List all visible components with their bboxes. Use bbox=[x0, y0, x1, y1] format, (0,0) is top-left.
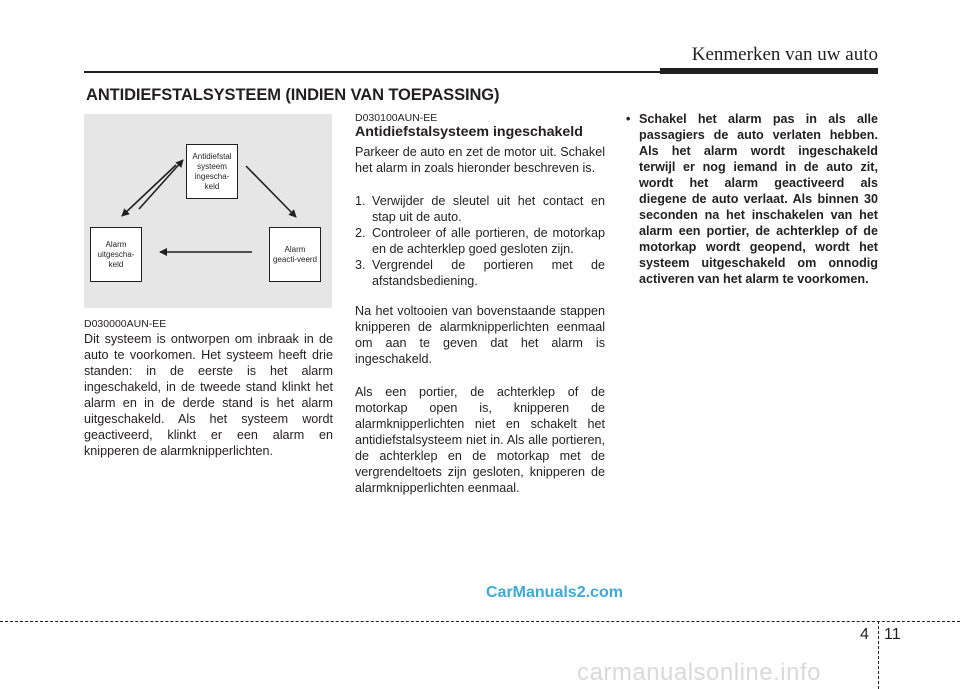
footer-divider bbox=[0, 621, 960, 622]
caution-note bbox=[624, 111, 878, 287]
step-number: 2. bbox=[355, 226, 366, 240]
intro-paragraph: Dit systeem is ontworpen om inbraak in de auto te voorkomen. Het systeem heeft drie standen: in de eerste is het alarm ingeschakeld, in de tweede stand klinkt het alarm en in de derde stand is het alarm uitgeschakeld. Als het systeem wordt geactiveerd, klinkt er een alarm en knipperen de alarmknipperlichten. bbox=[84, 332, 333, 458]
arrow-armed-to-disarmed bbox=[122, 165, 176, 216]
carmanuals-watermark: CarManuals2.com bbox=[486, 584, 623, 601]
list-item bbox=[355, 257, 605, 289]
subsection-heading: Antidiefstalsysteem ingeschakeld bbox=[355, 124, 583, 140]
bullet-icon: • bbox=[626, 112, 631, 126]
alarm-state-diagram bbox=[84, 114, 332, 308]
state-activated-box: Alarm geacti-veerd bbox=[269, 227, 321, 282]
state-disarmed-box: Alarm uitgescha-keld bbox=[90, 227, 142, 282]
header-rule-accent bbox=[660, 68, 878, 74]
arrow-disarmed-to-armed bbox=[139, 160, 183, 209]
steps-list bbox=[355, 193, 605, 289]
step-text: Vergrendel de portieren met de afstandsbediening. bbox=[372, 258, 605, 288]
list-item bbox=[355, 225, 605, 257]
chapter-header-title: Kenmerken van uw auto bbox=[691, 44, 878, 65]
chapter-number: 4 bbox=[860, 626, 869, 643]
footer-page-separator bbox=[878, 621, 879, 689]
after-steps-paragraph: Na het voltooien van bovenstaande stappen knipperen de alarmknipperlichten eenmaal om aan te geven dat het alarm is ingeschakeld. bbox=[355, 304, 605, 366]
site-watermark: carmanualsonline.info bbox=[577, 659, 821, 686]
section-code: D030000AUN-EE bbox=[84, 318, 167, 330]
arrow-armed-to-activated bbox=[246, 166, 296, 217]
section-title: ANTIDIEFSTALSYSTEEM (INDIEN VAN TOEPASSING) bbox=[86, 86, 500, 104]
step-number: 3. bbox=[355, 258, 366, 272]
header-rule bbox=[84, 71, 660, 73]
list-item bbox=[355, 193, 605, 225]
step-text: Controleer of alle portieren, de motorkap en de achterklep goed gesloten zijn. bbox=[372, 226, 605, 256]
open-door-paragraph: Als een portier, de achterklep of de motorkap open is, knipperen de alarmknipperlichten niet en schakelt het antidiefstalsysteem niet in. Als alle portieren, de achterklep en de motorkap met de vergrendeltoets zijn gesloten, knipperen de alarmknipperlichten eenmaal. bbox=[355, 385, 605, 495]
step-text: Verwijder de sleutel uit het contact en stap uit de auto. bbox=[372, 194, 605, 224]
subsection-intro: Parkeer de auto en zet de motor uit. Schakel het alarm in zoals hieronder beschreven is. bbox=[355, 145, 605, 175]
page-number: 11 bbox=[884, 626, 901, 643]
state-armed-box: Antidiefstal systeem ingescha-keld bbox=[186, 144, 238, 199]
caution-text: Schakel het alarm pas in als alle passagiers de auto verlaten hebben. Als het alarm wordt ingeschakeld terwijl er nog iemand in de auto zit, wordt het alarm geactiveerd als diegene de auto verlaat. Als binnen 30 seconden na het inschakelen van het alarm een portier, de achterklep of de motorkap wordt geopend, wordt het systeem uitgeschakeld om onnodig activeren van het alarm te voorkomen. bbox=[639, 112, 878, 286]
step-number: 1. bbox=[355, 194, 366, 208]
subsection-code: D030100AUN-EE bbox=[355, 112, 438, 124]
